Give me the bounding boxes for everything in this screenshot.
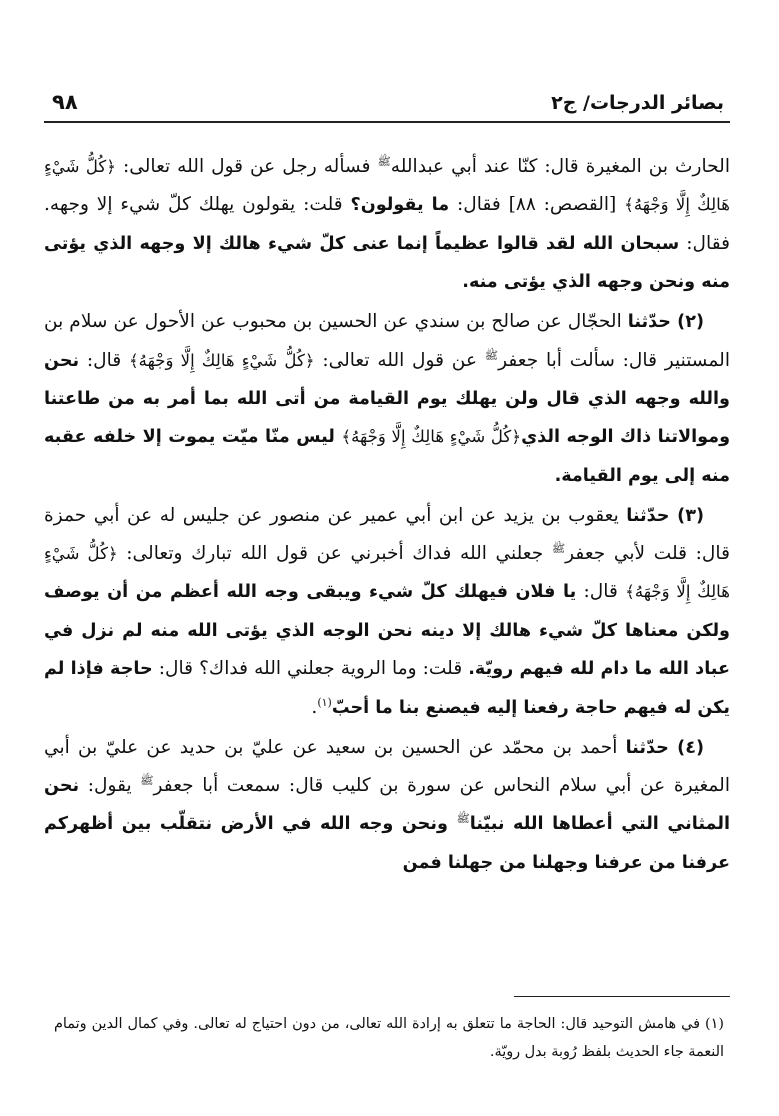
- book-title: بصائر الدرجات/ ج٢: [551, 92, 724, 114]
- text-run: الحجّال عن صالح بن سندي عن الحسين بن محبوب عن الأحول عن سلام بن المستنير قال: سألت أبا جعفر: [44, 311, 730, 371]
- bold-text: سبحان الله لقد قالوا عظيماً إنما عنى كلّ شيء هالك إلا وجهه الذي يؤتى منه ونحن وجهه الذي يؤتى منه.: [44, 233, 730, 293]
- paragraph-4: [44, 729, 730, 883]
- hadith-number: (٣) حدّثنا: [626, 505, 704, 526]
- footnotes: [54, 1010, 724, 1066]
- footnote-rule: [514, 996, 730, 997]
- text-run: أحمد بن محمّد عن الحسين بن سعيد عن عليّ بن حديد عن عليّ بن أبي المغيرة عن أبي سلام النحاس عن سورة بن كليب قال: سمعت أبا جعفر: [44, 736, 730, 796]
- text-run: يعقوب بن يزيد عن ابن أبي عمير عن منصور عن جليس له عن أبي حمزة قال: قلت لأبي جعفر: [44, 504, 730, 565]
- running-header: [52, 84, 724, 114]
- text-run: عن قول الله تعالى:: [314, 349, 485, 371]
- main-text: [44, 148, 730, 884]
- quran-verse: ﴿كُلُّ شَيْءٍ هَالِكٌ إِلَّا وَجْهَهُ﴾: [128, 350, 315, 370]
- bold-text: ليس منّا ميّت يموت إلا خلفه عقبه منه إلى يوم القيامة.: [44, 427, 730, 486]
- bold-text: يا فلان فيهلك كلّ شيء ويبقى وجه الله أعظم من أن يوصف ولكن معناها كلّ شيء هالك إلا دينه نحن الوجه الذي يؤتى الله منه لم نزل في عباد الله ما دام لله فيهم رويّة.: [44, 582, 731, 680]
- footnote-1: (١) في هامش التوحيد قال: الحاجة ما تتعلق به إرادة الله تعالى، من دون احتياج له تعالى. وفي كمال الدين وتمام النعمة جاء الحديث بلفظ رُوبة بدل رويّة.: [54, 1016, 724, 1060]
- honorific-symbol: ﷺ: [456, 812, 470, 826]
- hadith-number: (٢) حدّثنا: [627, 312, 704, 333]
- header-rule: [44, 121, 730, 123]
- paragraph-1: [44, 148, 730, 302]
- bold-text: ونحن وجه الله في الأرض نتقلّب بين أظهركم عرفنا من عرفنا وجهلنا من جهلنا فمن: [44, 814, 730, 873]
- quran-verse: ﴿كُلُّ شَيْءٍ هَالِكٌ إِلَّا وَجْهَهُ﴾: [44, 157, 730, 215]
- bold-text: حاجة فإذا لم يكن له فيهم حاجة رفعنا إليه فيصنع بنا ما أحبّ: [44, 659, 730, 718]
- page-number: ٩٨: [52, 90, 78, 114]
- footnote-marker[interactable]: (١): [317, 695, 332, 709]
- honorific-symbol: ﷺ: [140, 773, 154, 787]
- paragraph-2: [44, 303, 730, 495]
- text-run: الحارث بن المغيرة قال: كنّا عند أبي عبدالله: [390, 156, 730, 177]
- honorific-symbol: ﷺ: [377, 154, 391, 168]
- honorific-symbol: ﷺ: [484, 348, 499, 362]
- bold-text: نحن والله وجهه الذي قال ولن يهلك يوم القيامة من أتى الله بما أمر به من طاعتنا وموالاتنا ذاك الوجه الذي: [44, 350, 731, 448]
- text-run: يقول:: [79, 775, 141, 796]
- paragraph-3: [44, 497, 730, 727]
- text-run: [القصص: ٨٨] فقال:: [449, 194, 625, 216]
- text-run: فسأله رجل عن قول الله تعالى:: [116, 156, 378, 177]
- honorific-symbol: ﷺ: [551, 541, 566, 555]
- text-run: قال:: [79, 349, 129, 371]
- text-run: .: [311, 696, 318, 718]
- text-run: قلت: وما الروية جعلني الله فداك؟ قال:: [152, 658, 469, 680]
- text-run: جعلني الله فداك أخبرني عن قول الله تبارك وتعالى:: [117, 543, 552, 565]
- bold-text: نحن المثاني التي أعطاها الله نبيّنا: [44, 776, 730, 835]
- hadith-number: (٤) حدّثنا: [625, 737, 704, 758]
- quran-verse: ﴿كُلُّ شَيْءٍ هَالِكٌ إِلَّا وَجْهَهُ﴾: [341, 427, 522, 447]
- bold-text: ما يقولون؟: [350, 195, 450, 216]
- quran-verse: ﴿كُلُّ شَيْءٍ هَالِكٌ إِلَّا وَجْهَهُ﴾: [44, 544, 730, 602]
- text-run: قلت: يقولون يهلك كلّ شيء إلا وجهه. فقال:: [44, 194, 730, 254]
- text-run: قال:: [576, 581, 626, 603]
